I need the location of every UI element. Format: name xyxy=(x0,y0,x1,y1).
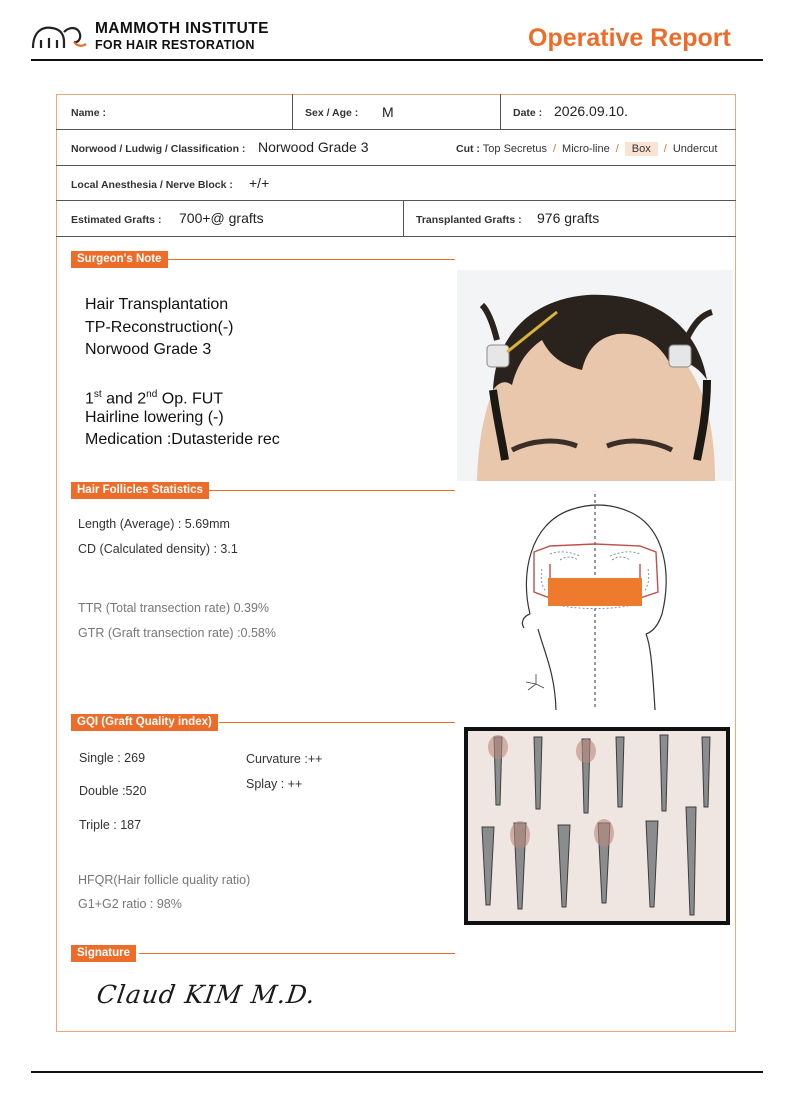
splay: Splay : ++ xyxy=(246,777,303,791)
length-average: Length (Average) : 5.69mm xyxy=(78,517,230,531)
date-label: Date : xyxy=(513,107,543,119)
hfqr-label: HFQR(Hair follicle quality ratio) xyxy=(78,873,251,887)
logo-title-line2: FOR HAIR RESTORATION xyxy=(95,38,255,52)
signature-heading: Signature xyxy=(71,945,136,962)
logo-title-line1: MAMMOTH INSTITUTE xyxy=(95,20,269,37)
note-blank-line xyxy=(85,362,280,385)
calculated-density: CD (Calculated density) : 3.1 xyxy=(78,542,238,556)
total-transection-rate: TTR (Total transection rate) 0.39% xyxy=(78,601,270,615)
header-divider xyxy=(31,59,763,61)
surgeons-note-text xyxy=(85,294,280,452)
double-grafts: Double :520 xyxy=(79,784,147,798)
note-line: Hair Transplantation xyxy=(85,296,229,313)
cut-label: Cut : xyxy=(456,143,480,155)
column-divider xyxy=(292,94,293,129)
note-line: Medication :Dutasteride rec xyxy=(85,431,280,448)
section-rule xyxy=(165,259,455,260)
doctor-signature: Claud KIM M.D. xyxy=(94,980,318,1009)
cut-separator: / xyxy=(552,143,557,155)
cut-option-undercut: Undercut xyxy=(672,143,718,155)
scalp-photo xyxy=(457,270,733,481)
note-text: Op. FUT xyxy=(157,390,224,408)
statistics-heading: Hair Follicles Statistics xyxy=(71,482,209,499)
row-divider xyxy=(56,165,736,166)
note-line: TP-Reconstruction(-) xyxy=(85,318,234,336)
sex-age-value: M xyxy=(382,104,394,120)
transplanted-grafts-label: Transplanted Grafts : xyxy=(416,214,522,226)
mammoth-logo-icon xyxy=(30,22,90,50)
gqi-heading: GQI (Graft Quality index) xyxy=(71,714,218,731)
date-value: 2026.09.10. xyxy=(554,103,628,119)
column-divider xyxy=(403,200,404,236)
section-rule xyxy=(139,953,455,954)
curvature: Curvature :++ xyxy=(246,752,323,766)
cut-option-box-selected: Box xyxy=(625,142,658,156)
triple-grafts: Triple : 187 xyxy=(79,818,142,832)
graft-photo xyxy=(464,727,730,925)
row-divider xyxy=(56,129,736,130)
cut-option-top-secretus: Top Secretus xyxy=(482,143,547,155)
cut-option-micro-line: Micro-line xyxy=(562,143,610,155)
note-text: 1 xyxy=(85,390,94,408)
section-rule xyxy=(209,490,455,491)
cut-separator: / xyxy=(615,143,619,155)
surgeons-note-heading: Surgeon's Note xyxy=(71,251,168,268)
row-divider xyxy=(56,200,736,201)
anesthesia-value: +/+ xyxy=(249,175,270,191)
anesthesia-label: Local Anesthesia / Nerve Block : xyxy=(71,179,233,191)
g1-g2-ratio: G1+G2 ratio : 98% xyxy=(78,897,182,911)
footer-divider xyxy=(31,1071,763,1073)
row-divider xyxy=(56,236,736,237)
estimated-grafts-label: Estimated Grafts : xyxy=(71,214,162,226)
column-divider xyxy=(500,94,501,129)
note-superscript: st xyxy=(93,389,102,400)
graft-transection-rate: GTR (Graft transection rate) :0.58% xyxy=(78,626,276,640)
note-superscript: nd xyxy=(146,389,158,400)
single-grafts: Single : 269 xyxy=(79,751,146,765)
classification-label: Norwood / Ludwig / Classification : xyxy=(71,143,246,155)
sex-age-label: Sex / Age : xyxy=(305,107,359,119)
name-label: Name : xyxy=(71,107,107,119)
estimated-grafts-value: 700+@ grafts xyxy=(179,210,264,226)
report-title: Operative Report xyxy=(528,24,731,52)
classification-value: Norwood Grade 3 xyxy=(258,139,369,155)
transplanted-grafts-value: 976 grafts xyxy=(537,210,600,226)
cut-options xyxy=(456,142,717,156)
note-text: and 2 xyxy=(101,390,147,408)
note-line: Norwood Grade 3 xyxy=(85,341,212,358)
note-line-operations xyxy=(85,384,280,407)
donor-area-head-diagram xyxy=(510,494,670,710)
note-line: Hairline lowering (-) xyxy=(85,408,224,426)
cut-separator: / xyxy=(663,143,667,155)
section-rule xyxy=(219,722,455,723)
